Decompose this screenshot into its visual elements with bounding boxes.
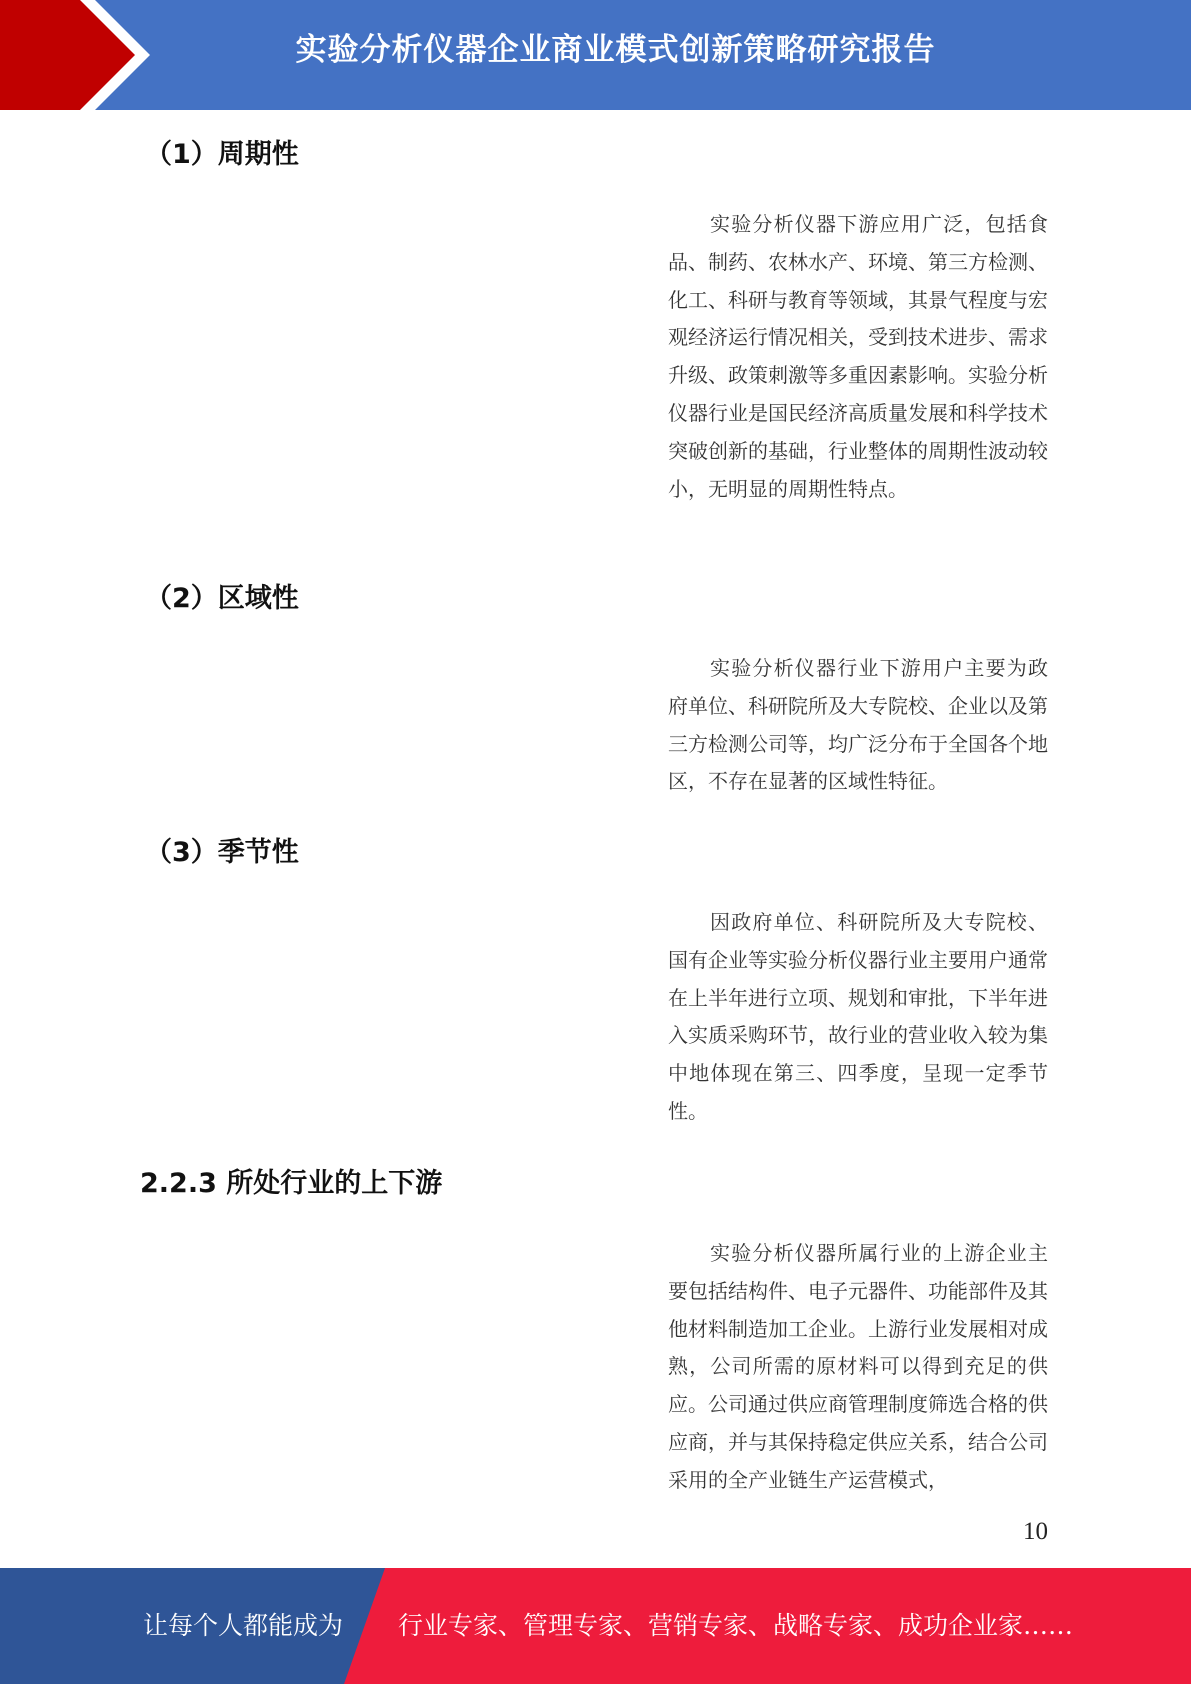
paragraph-cyclicality: 实验分析仪器下游应用广泛，包括食品、制药、农林水产、环境、第三方检测、化工、科研与教育等领域，其景气程度与宏观经济运行情况相关，受到技术进步、需求升级、政策刺激等多重因素影响。实验分析仪器行业是国民经济高质量发展和科学技术突破创新的基础，行业整体的周期性波动较小，无明显的周期性特点。 [668,212,1048,501]
heading-upstream-downstream: 2.2.3 所处行业的上下游 [140,1168,443,1199]
heading-seasonality: （3）季节性 [145,837,299,868]
heading-regionality: （2）区域性 [145,583,299,614]
footer-slogan-left: 让每个人都能成为 [143,1611,344,1640]
heading-cyclicality: （1）周期性 [145,139,299,170]
page-header [0,0,1191,110]
page-footer [0,1568,1191,1684]
paragraph-regionality: 实验分析仪器行业下游用户主要为政府单位、科研院所及大专院校、企业以及第三方检测公司等，均广泛分布于全国各个地区，不存在显著的区域性特征。 [668,656,1048,794]
paragraph-upstream-downstream: 实验分析仪器所属行业的上游企业主要包括结构件、电子元器件、功能部件及其他材料制造加工企业。上游行业发展相对成熟，公司所需的原材料可以得到充足的供应。公司通过供应商管理制度筛选合格的供应商，并与其保持稳定供应关系，结合公司采用的全产业链生产运营模式， [668,1241,1048,1492]
paragraph-seasonality: 因政府单位、科研院所及大专院校、国有企业等实验分析仪器行业主要用户通常在上半年进行立项、规划和审批，下半年进入实质采购环节，故行业的营业收入较为集中地体现在第三、四季度，呈现一定季节性。 [668,910,1048,1123]
page-number: 10 [1023,1518,1048,1545]
footer-slogan-right: 行业专家、管理专家、营销专家、战略专家、成功企业家…… [398,1611,1074,1640]
report-title: 实验分析仪器企业商业模式创新策略研究报告 [295,32,936,68]
